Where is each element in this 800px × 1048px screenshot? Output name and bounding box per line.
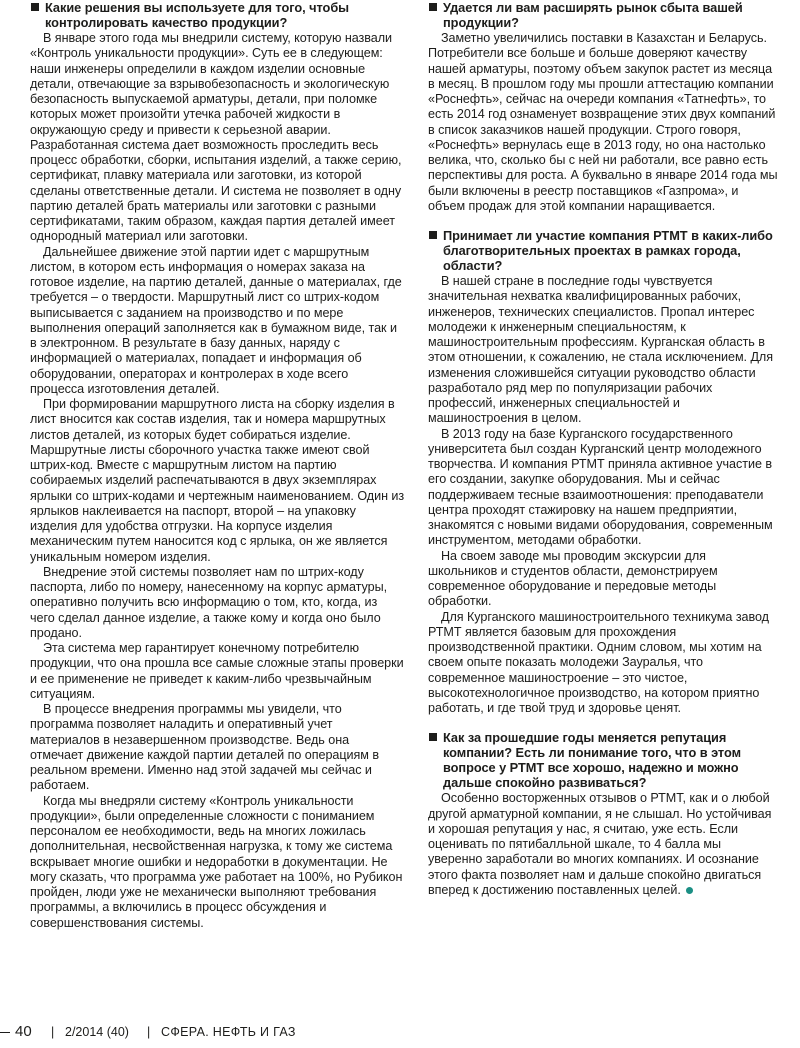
question-charity-projects (428, 228, 778, 273)
answer-paragraph: В нашей стране в последние годы чувствуется значительная нехватка квалифицированных рабочих, инженеров, технических специалистов. Пропал интерес молодежи к инженерным специальностям, к машиностроительным профессиям. Курганская область в этом отношении, к сожалению, не стала исключением. Для изменения сложившейся ситуации руководство области разработало ряд мер по популяризации рабочих профессий, инженерных специальностей и машиностроения в целом. (428, 274, 773, 426)
page-number: 40 (15, 1023, 32, 1040)
question-text: Принимает ли участие компания РТМТ в каких-либо благотворительных проектах в рамках города, области? (443, 228, 773, 273)
square-bullet-icon (429, 3, 437, 11)
answer-paragraph: В январе этого года мы внедрили систему, которую назвали «Контроль уникальности продукции». Суть ее в следующем: наши инженеры определили в каждом изделии основные детали, отвечающие за взрывобезопасность и экологическую безопасность выпускаемой арматуры, детали, при поломке которых может произойти утечка рабочей жидкости в окружающую среду и привести к серьезной аварии. Разработанная система дает возможность проследить весь процесс обработки, сборки, испытания изделий, а также серию, сертификат, плавку материала или заготовки, из которой сделаны ответственные детали. И система не позволяет в одну партию деталей брать материалы или заготовки с разными сертификатами, таким образом, каждая партия деталей имеет однородный материал или заготовки. (30, 31, 402, 244)
question-quality-control (30, 0, 405, 30)
answer-paragraph: Эта система мер гарантирует конечному потребителю продукции, что она прошла все самые сложные этапы проверки и ее применение не приведет к каким-либо чрезвычайным ситуациям. (30, 641, 404, 701)
answer-paragraph (428, 791, 778, 898)
question-text: Удается ли вам расширять рынок сбыта вашей продукции? (443, 0, 743, 30)
question-text: Какие решения вы используете для того, чтобы контролировать качество продукции? (45, 0, 350, 30)
square-bullet-icon (429, 733, 437, 741)
answer-paragraph: В процессе внедрения программы мы увидели, что программа позволяет наладить и оперативный учет материалов в незавершенном производстве. Ведь она отмечает движение каждой партии деталей по операциям в реальном времени. Именно над этой задачей мы сейчас и работаем. (30, 702, 379, 793)
right-column (428, 0, 778, 898)
answer-paragraph: Дальнейшее движение этой партии идет с маршрутным листом, в котором есть информация о номерах заказа на готовое изделие, на партию деталей, данные о материалах, где требуется – о твердости. Маршрутный лист со штрих-кодом выписывается с заданием на производство и по мере выполнения операций заполняется как в бумажном виде, так и в электронном. В результате в базу данных, наряду с информацией о материалах, попадает и информация об оборудовании, операторах и контролерах в ходе всего процесса изготовления деталей. (30, 244, 402, 396)
answer-text: Особенно восторженных отзывов о РТМТ, как и о любой другой арматурной компании, я не слышал. Но устойчивая и хорошая репутация у нас, я считаю, уже есть. Если оценивать по пятибалльной шкале, то 4 балла мы уверенно заработали во многих компаниях. И осознание этого факта позволяет нам и дальше спокойно двигаться вперед к достижению поставленных целей. (428, 791, 772, 897)
left-column (30, 0, 405, 931)
footer-separator: | (147, 1025, 151, 1039)
issue-number: 2/2014 (40) (65, 1025, 129, 1039)
answer-paragraph: Заметно увеличились поставки в Казахстан и Беларусь. Потребители все больше и больше доверяют качеству нашей арматуры, поэтому объем закупок растет из месяца в месяц. В прошлом году мы прошли аттестацию компании «Роснефть», сейчас на очереди компания «Татнефть», то есть 2014 год ознаменует возвращение этих двух компаний в список заказчиков нашей продукции. Строго говоря, «Роснефть» вернулась еще в 2013 году, но она настолько велика, что, сколько бы с ней ни работали, все равно есть перспективы для роста. А буквально в январе 2014 года мы были включены в реестр поставщиков «Газпрома», и объем продаж для этой компании наращивается. (428, 31, 778, 213)
square-bullet-icon (429, 231, 437, 239)
question-market-expansion (428, 0, 778, 30)
answer-paragraph: При формировании маршрутного листа на сборку изделия в лист вносится как состав изделия, так и номера маршрутных листов деталей, из которых будет собираться изделие. Маршрутные листы сборочного участка также имеют свой штрих-код. Вместе с маршрутным листом на партию собираемых изделий распечатываются в двух экземплярах ярлыки со штрих-кодами и чертежным наименованием. Один из ярлыков наклеивается на паспорт, второй – на упаковку изделия для удобства отгрузки. На корпусе изделия механическим путем наносится код с ярлыка, он же является уникальным номером изделия. (30, 397, 405, 564)
footer-separator: | (51, 1025, 55, 1039)
answer-paragraph: Для Курганского машиностроительного техникума завод РТМТ является базовым для прохождения производственной практики. Одним словом, мы хотим на своем опыте показать молодежи Зауралья, что современное машиностроение – это чистое, высокотехнологичное производство, на котором приятно работать, и где твой труд и здоровье ценят. (428, 609, 769, 715)
magazine-title: СФЕРА. НЕФТЬ И ГАЗ (161, 1025, 296, 1039)
question-reputation (428, 730, 778, 790)
answer-paragraph: В 2013 году на базе Курганского государственного университета был создан Курганский центр молодежного творчества. И компания РТМТ приняла активное участие в его создании, закупке оборудования. Мы и сейчас поддерживаем тесные взаимоотношения: преподаватели центра проходят стажировку на нашем предприятии, знакомятся с новыми видами оборудования, современным инструментом, методами обработки. (428, 426, 773, 548)
answer-paragraph: Внедрение этой системы позволяет нам по штрих-коду паспорта, либо по номеру, нанесенному на корпус арматуры, оперативно получить всю информацию о том, кто, когда, из чего сделал данное изделие, а также кому и когда оно было продано. (30, 564, 388, 640)
question-text: Как за прошедшие годы меняется репутация компании? Есть ли понимание того, что в этом вопросе у РТМТ все хорошо, надежно и можно дальше спокойно развиваться? (443, 730, 741, 791)
answer-paragraph: Когда мы внедряли систему «Контроль уникальности продукции», были определенные сложности с пониманием персоналом ее необходимости, ведь на многих ложилась дополнительная, несвойственная нагрузка, к тому же система вскрывает многие ошибки и недоработки в документации. Не могу сказать, что программа уже работает на 100%, но Рубикон пройден, люди уже не механически выполняют требования программы, а включились в процесс обсуждения и совершенствования системы. (30, 793, 403, 930)
answer-paragraph: На своем заводе мы проводим экскурсии для школьников и студентов области, демонстрируем современное оборудование и передовые методы обработки. (428, 548, 718, 609)
square-bullet-icon (31, 3, 39, 11)
end-of-article-icon (686, 887, 693, 894)
page-footer (0, 1020, 800, 1044)
footer-rule (0, 1032, 10, 1033)
